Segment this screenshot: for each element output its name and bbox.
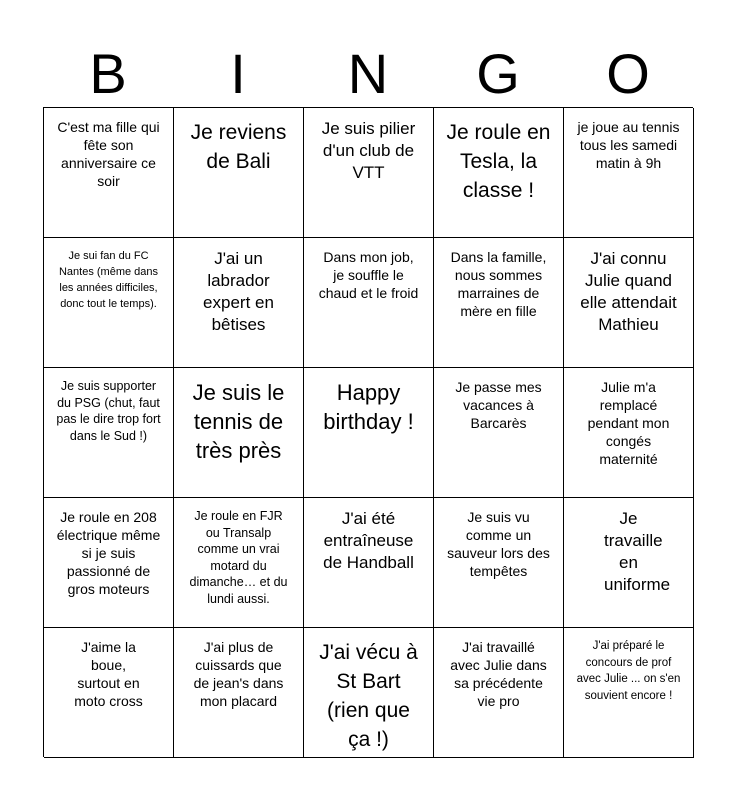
bingo-cell[interactable]: [44, 628, 174, 758]
cell-text: Je travaille en uniforme: [604, 509, 671, 594]
bingo-cell[interactable]: [434, 628, 564, 758]
cell-text: Dans mon job, je souffle le chaud et le froid: [318, 249, 419, 301]
cell-text: Je roule en FJR ou Transalp comme un vrai motard du dimanche… et du lundi aussi.: [189, 509, 288, 606]
bingo-cell[interactable]: [304, 498, 434, 628]
cell-text: Dans la famille, nous sommes marraines de mère en fille: [450, 249, 547, 319]
cell-text: Je suis le tennis de très près: [192, 380, 285, 463]
cell-text: Je suis supporter du PSG (chut, faut pas le dire trop fort dans le Sud !): [56, 379, 161, 443]
header-letter-b: B: [89, 42, 127, 105]
cell-text: J'ai préparé le concours de prof avec Julie ... on s'en souvient encore !: [576, 640, 681, 702]
bingo-cell[interactable]: [44, 498, 174, 628]
bingo-cell[interactable]: [174, 498, 304, 628]
cell-text: Happy birthday !: [323, 380, 414, 434]
bingo-cell[interactable]: [564, 108, 694, 238]
cell-text: Je sui fan du FC Nantes (même dans les années difficiles, donc tout le temps).: [58, 250, 159, 310]
cell-text: Je suis pilier d'un club de VTT: [321, 119, 416, 182]
bingo-cell[interactable]: [44, 108, 174, 238]
cell-text: J'ai été entraîneuse de Handball: [323, 509, 414, 572]
header-letter-g: G: [476, 42, 520, 105]
cell-text: J'ai travaillé avec Julie dans sa précédente vie pro: [450, 639, 547, 709]
cell-text: J'ai plus de cuissards que de jean's dans mon placard: [193, 639, 284, 709]
cell-text: J'aime la boue, surtout en moto cross: [74, 639, 143, 709]
bingo-cell[interactable]: [434, 108, 564, 238]
bingo-cell[interactable]: [174, 628, 304, 758]
bingo-cell[interactable]: [44, 238, 174, 368]
cell-text: J'ai un labrador expert en bêtises: [203, 249, 274, 334]
bingo-cell[interactable]: [564, 628, 694, 758]
bingo-cell[interactable]: [174, 368, 304, 498]
cell-text: je joue au tennis tous les samedi matin à 9h: [577, 119, 680, 171]
bingo-cell[interactable]: [304, 238, 434, 368]
bingo-cell[interactable]: [434, 498, 564, 628]
cell-text: Je reviens de Bali: [190, 121, 287, 173]
cell-text: C'est ma fille qui fête son anniversaire ce soir: [57, 119, 160, 189]
bingo-header: [43, 40, 693, 108]
cell-text: Je passe mes vacances à Barcarès: [455, 379, 542, 431]
bingo-cell[interactable]: [434, 368, 564, 498]
cell-text: Je suis vu comme un sauveur lors des tempêtes: [447, 509, 550, 579]
header-letter-i: I: [230, 42, 246, 105]
bingo-cell[interactable]: [434, 238, 564, 368]
cell-text: Je roule en 208 électrique même si je suis passionné de gros moteurs: [56, 509, 161, 597]
header-letter-n: N: [347, 42, 389, 105]
bingo-cell[interactable]: [304, 628, 434, 758]
bingo-cell[interactable]: [304, 108, 434, 238]
cell-text: Julie m'a remplacé pendant mon congés maternité: [587, 379, 670, 467]
bingo-cell[interactable]: [564, 238, 694, 368]
bingo-card-grid: [43, 107, 693, 757]
bingo-cell[interactable]: [174, 108, 304, 238]
bingo-cell[interactable]: [564, 368, 694, 498]
cell-text: J'ai vécu à St Bart (rien que ça !): [319, 641, 418, 751]
cell-text: J'ai connu Julie quand elle attendait Mathieu: [580, 249, 677, 334]
bingo-cell[interactable]: [174, 238, 304, 368]
bingo-cell[interactable]: [44, 368, 174, 498]
cell-text: Je roule en Tesla, la classe !: [446, 121, 551, 202]
header-letter-o: O: [606, 42, 650, 105]
bingo-cell[interactable]: [304, 368, 434, 498]
bingo-cell[interactable]: [564, 498, 694, 628]
